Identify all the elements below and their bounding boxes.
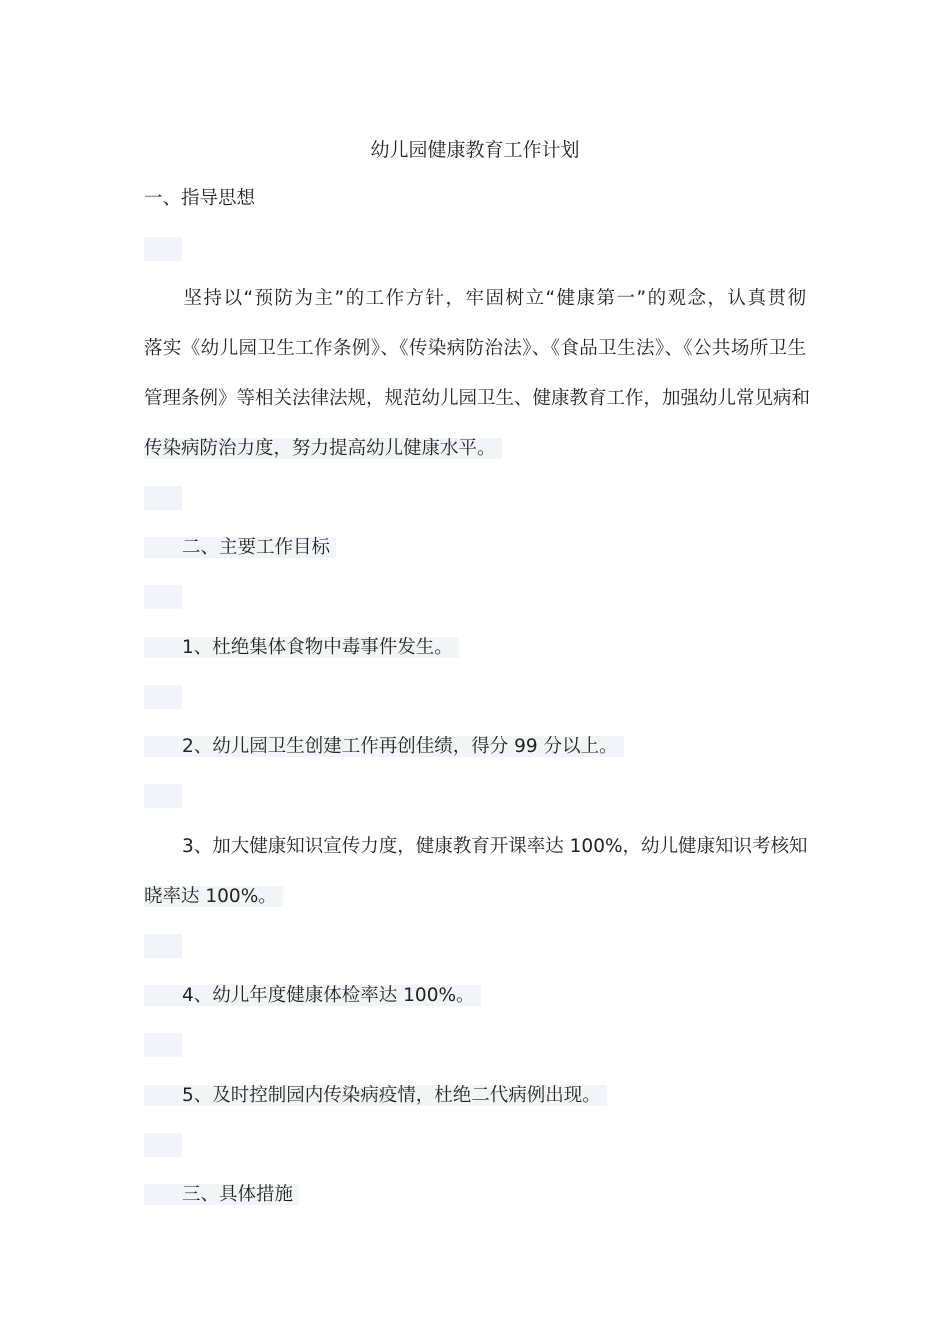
goal-item [144, 983, 481, 1009]
empty-line-highlight [144, 1133, 182, 1157]
empty-line-highlight [144, 1033, 182, 1057]
goal-text: 5、及时控制园内传染病疫情，杜绝二代病例出现。 [182, 1085, 601, 1106]
empty-line-highlight [144, 486, 182, 510]
empty-line-highlight [144, 784, 182, 808]
goal-item [144, 1083, 607, 1109]
goal-text: 3、加大健康知识宣传力度，健康教育开课率达 100%，幼儿健康知识考核知 [182, 836, 808, 857]
section-heading-guiding-ideology: 一、指导思想 [144, 188, 256, 209]
paragraph-line: 落实《幼儿园卫生工作条例》、《传染病防治法》、《食品卫生法》、《公共场所卫生 [144, 338, 806, 359]
goal-text: 2、幼儿园卫生创建工作再创佳绩，得分 99 分以上。 [182, 736, 618, 757]
paragraph-line [144, 436, 502, 462]
heading-text: 三、具体措施 [182, 1184, 294, 1205]
paragraph-text: 坚持以“预防为主”的工作方针，牢固树立“健康第一”的观念，认真贯彻 [182, 288, 806, 309]
empty-line-highlight [144, 685, 182, 709]
section-heading-main-goals [144, 535, 336, 561]
section-heading-measures [144, 1182, 299, 1208]
heading-shade [144, 537, 336, 558]
document-title: 幼儿园健康教育工作计划 [370, 139, 580, 161]
goal-item-continued [144, 884, 283, 910]
goal-item [144, 734, 624, 760]
paragraph-line: 管理条例》等相关法律法规，规范幼儿园卫生、健康教育工作，加强幼儿常见病和 [144, 388, 811, 409]
paragraph-text: 传染病防治力度，努力提高幼儿健康水平。 [144, 438, 502, 459]
goal-item [144, 635, 459, 661]
goal-text: 1、杜绝集体食物中毒事件发生。 [182, 637, 453, 658]
goal-text: 4、幼儿年度健康体检率达 100%。 [182, 985, 475, 1006]
heading-text: 二、主要工作目标 [182, 537, 331, 558]
empty-line-highlight [144, 585, 182, 609]
goal-item [144, 834, 806, 860]
goal-text: 晓率达 100%。 [144, 886, 283, 907]
paragraph-line [144, 286, 806, 312]
empty-line-highlight [144, 237, 182, 261]
empty-line-highlight [144, 934, 182, 958]
